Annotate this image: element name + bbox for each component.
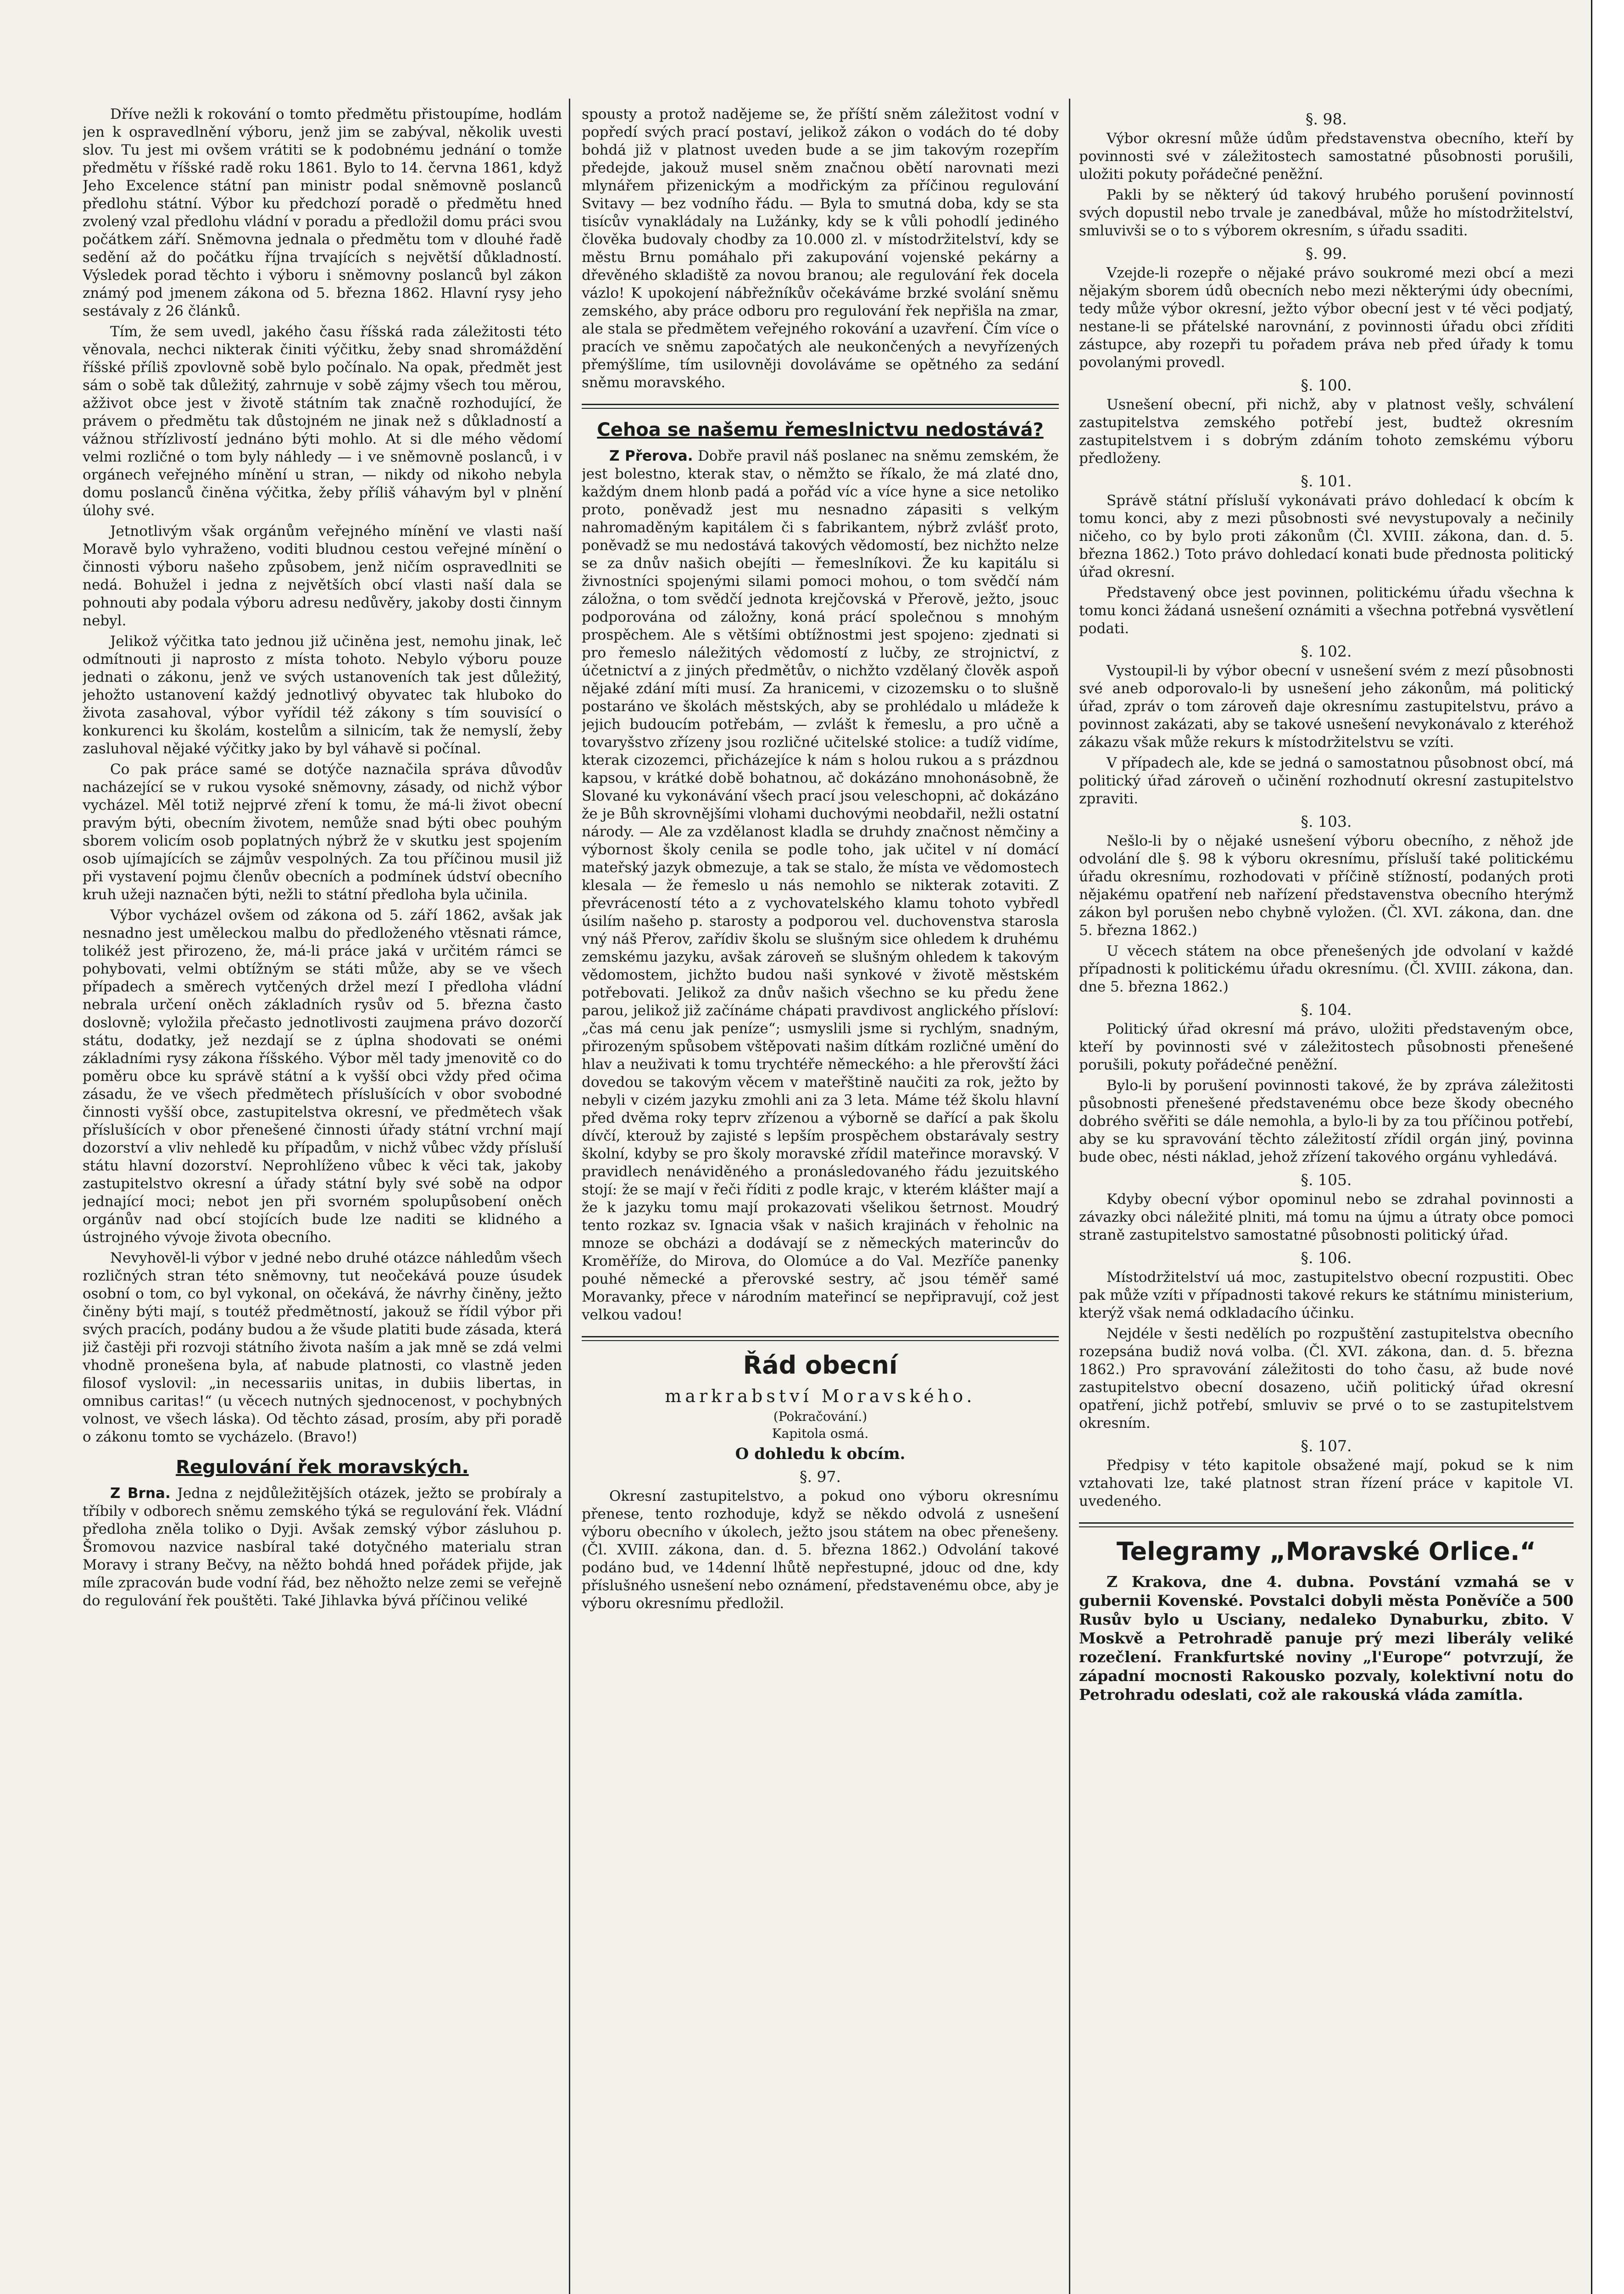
section-number: §. 105. [1301,1171,1352,1189]
section-number: §. 98. [1306,110,1347,128]
paragraph: Předpisy v této kapitole obsažené mají, pokud se k nim vztahovati lze, také platnost stran řízení práce v kapitole VI. uvedeného. [1079,1457,1574,1509]
paragraph: U věcech státem na obce přenešených jde odvolaní v každé případnosti k politickému úřadu okresnímu. (Čl. XVIII. zákona, dan. dne 5. března 1862.) [1079,943,1574,995]
section-number: §. 107. [1301,1437,1352,1455]
article-heading-rad: Řád obecní [743,1351,898,1380]
section-divider [582,404,1059,409]
paragraph: spousty a protož nadějeme se, že příští sněm záležitost vodní v popředí svých prací postaví, jelikož zákon o vodách do té doby bohdá již v platnost uveden bude a se jim takovým rozepřím předejde, jakouž musel sněm značnou obětí narovnati mezi mlynářem přizenickým a modřickým za příčinou regulování Svitavy — bez vodního řádu. — Byla to smutná doba, kdy se sta tisícův vynakládaly na Lužánky, kdy se k vůli pohodlí jediného člověka budovaly chodby za 10.000 zl. v místodržitelství, kdy se městu Brnu pomáhalo při zakupování vojenské pekárny a dřevěného skladiště za novou branou; ale regulování řek docela vázlo! K upokojení nábřežníkův očekáváme brzké svolání sněmu zemského, aby práce odboru pro regulování řek nepřišla na zmar, ale stala se předmětem veřejného rokování a uzavření. Čím více o pracích ve sněmu započatých ale neukončených a nevyřízených přemýšlíme, tím usilovněji dovoláváme se opětného za sedání sněmu moravského. [582,106,1059,391]
paragraph: Usnešení obecní, při nichž, aby v platnost vešly, schválení zastupitelstva zemského potřebí jest, budtež okresním zastupitelstvem i s dobrým zdáním tohoto zemskému výboru předloženy. [1079,396,1574,467]
column-1 [83,106,562,2294]
paragraph: Jetnotlivým však orgánům veřejného mínění ve vlasti naší Moravě bylo vyhraženo, voditi bludnou cestou veřejné mínění o činnosti výboru našeho způsobem, jenž ničím ospravedlniti se nedá. Bohužel i jedna z největších obcí vlasti naší dala se pohnouti aby podala výboru adresu nedůvěry, jakoby dosti činnym nebyl. [83,523,562,629]
paragraph: Vzejde-li rozepře o nějaké právo soukromé mezi obcí a mezi nějakým sborem údů obecních nebo mezi některými údy obecními, tedy může výbor okresní, ježto výbor obecní jest v té věci podjatý, nestane-li se přátelské narovnání, z povinnosti úřadu obci zříditi zástupce, aby rozepři tu pořadem práva neb před úřady k tomu povolanými provedl. [1079,265,1574,371]
paragraph: Kdyby obecní výbor opominul nebo se zdrahal povinnosti a závazky obci náležité plniti, má tomu na újmu a útraty obce pomoci straně zastupitelstvo samostatné působnosti politický úřad. [1079,1191,1574,1243]
section-number: §. 102. [1301,642,1352,660]
section-number: §. 97. [800,1468,841,1486]
section-number: §. 101. [1301,472,1352,490]
paragraph: Nevyhověl-li výbor v jedné nebo druhé otázce náhledům všech rozličných stran této sněmovny, tut neočekává pouze úsudek osobní o tom, co byl vykonal, on očekává, že návrhy činěny, ježto činěny býti mají, s toutéž předmětností, jakouž se řídil výbor při svých pracích, podány budou a že všude platiti bude zásada, která již častěji při rozvoji státního života naším a jak mně se zdá velmi vhodně pronešena byla, ať nabude platnosti, co vlastně jeden filosof vyslovil: „in necessariis unitas, in dubiis libertas, in omnibus caritas!“ (u věcech nutných sjednocenost, v pochybných volnost, ve všech láska). Od těchto zásad, prosím, aby při poradě o zákonu tomto se vycházelo. (Bravo!) [83,1250,562,1445]
paragraph: Okresní zastupitelstvo, a pokud ono výboru okresnímu přenese, tento rozhoduje, když se někdo odvolá z usnešení výboru obecního v úkolech, ježto jsou státem na obec přenešeny. (Čl. XVIII. zákona, dan. d. 5. března 1862.) Odvolání takové podáno bud, ve 14denní lhůtě nepřestupné, jdouc od dne, kdy příslušného usnešení nebo oznámení, představenému obce, aby je výboru okresnímu předložil. [582,1488,1059,1612]
paragraph: Politický úřad okresní má právo, uložiti představeným obce, kteří by povinnosti své v záležitostech působnosti přenešené porušili, pokuty pořádečné peněžní. [1079,1021,1574,1073]
column-3 [1079,106,1574,2294]
section-divider [582,1336,1059,1341]
column-2 [582,106,1059,2294]
paragraph: Výbor okresní může údům představenstva obecního, kteří by povinnosti své v záležitostech samostatné působnosti porušili, uložiti pokuty pořádečné peněžní. [1079,130,1574,183]
paragraph: Bylo-li by porušení povinnosti takové, že by zpráva záležitosti působnosti přenešené představenému obce beze škody obecného dobrého svěřiti se dále nemohla, a bylo-li by za tou příčinou potřebí, aby se ku spravování těchto záležitostí zřídil orgán jiný, povinna bude obec, nésti náklad, jehož zřízení takového orgánu vyhledává. [1079,1077,1574,1165]
section-number: §. 103. [1301,813,1352,830]
subtitle: markrabství Moravského. [665,1386,976,1406]
paragraph: Výbor vycházel ovšem od zákona od 5. září 1862, avšak jak nesnadno jest uměleckou malbu do předloženého vtěsnati rámce, tolikéž jest přirozeno, že, má-li práce jaká v určitém rámci se pohybovati, velmi obtížným se státi může, aby se ve všech případech a směrech vytčených držel mezí I předloha vládní nebrala určení oněch základních rysův od 5. března často doslovně; vyložila přečasto jednotlivosti zaujmena právo dozorčí státu, dodatky, jež nezdají se z úplna shodovati se onémi základními rysy zákona říšského. Výbor měl tady jmenovitě co do poměru obce ku správě státní a k vyšší obci vždy před očima zásadu, že ve všech předmětech příslušících v obor svobodné činnosti vyšší obce, zastupitelstva okresní, ve předmětech však příslušících v obor přenešené činnosti úřady státní vrchní mají dozorství a vliv nehledě ku případům, v nichž vůbec vždy přísluší státu hlavní dozorství. Neprohlíženo vůbec k věci tak, jakoby zastupitelstvo okresní a úřady státní byly své sobě na odpor jednající moci; nebot jen při svorném spolupůsobení oněch orgánův nad obcí stojících bude lze naditi se klidného a ústrojného vývoje života obecního. [83,907,562,1246]
telegram-text: Z Krakova, dne 4. dubna. Povstání vzmahá se v gubernii Kovenské. Povstalci dobyli města Poněvíče a 500 Rusův bylo u Usciany, nedaleko Dynaburku, zbito. V Moskvě a Petrohradě panuje prý mezi liberály veliké rozečlení. Frankfurtské noviny „l'Europe“ potvrzují, že západní mocnosti Rakousko pozvaly, kolektivní notu do Petrohradu odeslati, což ale rakouská vláda zamítla. [1079,1573,1574,1704]
paragraph: Nejdéle v šesti nedělích po rozpuštění zastupitelstva obecního rozepsána budiž nová volba. (Čl. XVI. zákona, dan. d. 5. března 1862.) Pro spravování záležitosti do toho času, až bude nové zastupitelstvo obecní dosazeno, učiň politický úřad okresní opatření, jichž potřebí, smluviv se prvé o to se zastupitelstvem okresním. [1079,1325,1574,1431]
article-heading-regulace: Regulování řek moravských. [176,1457,469,1478]
article-heading-remeslo: Cehoa se našemu řemeslnictvu nedostává? [597,419,1044,440]
paragraph: Dříve nežli k rokování o tomto předmětu přistoupíme, hodlám jen k ospravedlnění výboru, jenž jim se zabýval, několik uvesti slov. Tu jest mi ovšem vrátiti se k podobnému jednání o tomže předmětu v říšské radě roku 1861. Bylo to 14. června 1861, když Jeho Excelence státní pan ministr podal sněmovně poslanců předlohu státní. Výbor ku předchozí poradě o předmětu hned zvolený vzal předlohu vládní v poradu a předložil domu práci svou počátkem září. Sněmovna jednala o předmětu tom v dlouhé řadě sedění až do počátku října trvajících s největší důkladností. Výsledek porad těchto i výboru i sněmovny poslanců byl zákon známý pod jmenem zákona od 5. března 1862. Hlavní rysy jeho sestávaly z 26 článků. [83,106,562,319]
article-text: Dobře pravil náš poslanec na sněmu zemském, že jest bolestno, kterak stav, o němžto se říkalo, že má zlaté dno, každým dnem hlonb padá a pořád víc a více hyne a sice netoliko proto, poněvadž jest mu nesnadno zápasiti s velkým nahromaděným kapitálem či s fabrikantem, nýbrž zvlášť proto, poněvadž se mu nedostává takových vědomostí, bez nichžto nelze se za dnův našich obejíti — řemeslníkovi. Že ku kapitálu si živnostníci spojenými silami pomoci mohou, o tom svědčí nám záložna, o tom svědčí jednota krejčovská v Přerově, ježto, jsouc podporována od záložny, koná prácí společnou s mnohým prospěchem. Ale s většími obtížnostmi jest spojeno: zjednati si pro řemeslo náležitých vědomostí z lučby, ze strojnictví, z účetnictví a z jiných předmětův, o nichžto vzdělaný člověk aspoň nějaké zdání míti musí. Za hranicemi, v cizozemsku o to slušně postaráno ve školách městských, aby se prohlédalo u mládeže k jejich budoucím potřebám, — zvlášt k řemeslu, a pro učně a tovaryšstvo zřízeny jsou rozličné učitelské stolice: a tudíž vidíme, kterak cizozemci, přicházejíce k nám s holou rukou a s prázdnou kapsou, v krátké době bohatnou, ač dokázáno mnohonásobně, že Slované ku vykonávání všech prací jsou veleschopni, ač dokázáno že je Bůh skrovnějšími vlohami duchovými neobdařil, nežli ostatní národy. — Ale za vzdělanost kladla se druhdy značnost němčiny a výbornost školy cenila se podle toho, jak učitel v ní domácí mateřský jazyk obmezuje, a tak se stalo, že místa ve vědomostech klesala — že řemeslo u nás nemohlo se nikterak zotaviti. Z převráceností této a z vychovatelského klamu tohoto vybředl úsilím našeho p. starosty a podporou vel. duchovenstva starosla vný náš Přerov, zařídiv školu se slušným sice ohledem k druhému zemskému jazyku, avšak zároveň se slušným ohledem k takovým vědomostem, jichžto budou naši synkové v životě městském potřebovati. Jelikož za dnův našich všechno se ku předu žene parou, jelikož již začínáme chápati pravdivost anglického přísloví: „čas má cenu jak peníze“; usmyslili jsme si rychlým, snadným, přirozeným spůsobem vštěpovati našim dítkám rozličné umění do hlav a neuživati k tomu trychtéře německého: a hle přerovští žáci dovedou se takovým věcem v mateřštině naučiti za rok, ježto by nebyli v cizém jazyku zmohli ani za 3 leta. Máme též školu hlavní před dvěma roky teprv zřízenou a výborně se dařící a pak školu dívčí, kterouž by zajisté s lepším prospěchem obstarávaly sestry školní, kdyby se pro školy moravské zřídil mateřince moravský. V pravidlech nenáviděného a pronásledovaného řádu jezuitského stojí: že se mají v řeči říditi z podle krajc, v kterém klášter mají a že k jazyku tomu mají prokazovati všelikou šetrnost. Moudrý tento rozkaz sv. Ignacia však v našich krajinách v řeholnic na mnoze se obcházi a dodávají se z německých materincův do Kroměříže, do Mirova, do Olomúce a do Val. Mezříče panenky pouhé německé a přerovské sestry, ač jsou téměř samé Moravanky, přece v národním mateřincí se nepřipravují, což jest velkou vadou! [582,448,1059,1323]
article-heading-telegramy: Telegramy „Moravské Orlice.“ [1116,1537,1536,1566]
paragraph: Nešlo-li by o nějaké usnešení výboru obecního, z něhož jde odvolání dle §. 98 k výboru okresnímu, přísluší také politickému úřadu okresnímu, rozhodovati v příčině stížností, podaných proti nějakému opatření neb nařízení představenstva obecního hterýmž zákon byl porušen nebo chybně vyložen. (Čl. XVI. zákona, dan. dne 5. března 1862.) [1079,833,1574,939]
article-text: Jedna z nejdůležitějších otázek, ježto se probíraly a tříbily v odborech sněmu zemského týká se regulování řek. Vládní předloha zněla toliko o Dyji. Avšak zemský výbor zásluhou p. Šromovou nazvice nasbíral také dotyčného materialu stran Moravy i strany Bečvy, na něžto bohdá hned pořádek přijde, jak míle zpracován bude vodní řád, bez něhožto nelze zemi se veřejně do regulování řek pouštěti. Také Jihlavka bývá příčinou veliké [83,1485,562,1609]
paragraph: Správě státní přísluší vykonávati právo dohledací k obcím k tomu konci, aby z mezi působnosti své nevystupovaly a nečinily ničeho, co by bylo proti zákonům (Čl. XVIII. zákona, dan. d. 5. března 1862.) Toto právo dohledací konati bude přednosta politický úřad okresní. [1079,492,1574,580]
paragraph: Pakli by se některý úd takový hrubého porušení povinností svých dopustil nebo trvale je zanedbával, může ho místodržitelství, smluvivši se o to s výborem okresním, s úřadu ssaditi. [1079,187,1574,239]
paragraph: Místodržitelství uá moc, zastupitelstvo obecní rozpustiti. Obec pak může vzíti v případnosti takové rekurs ke státnímu ministerium, kterýž však nemá odkladacího účinku. [1079,1269,1574,1321]
section-number: §. 104. [1301,1001,1352,1019]
paragraph: Vystoupil-li by výbor obecní v usnešení svém z mezí působnosti své aneb odporovalo-li by usnešení jeho zákonům, má politický úřad, zpráv o tom zároveň daje okresnímu zastupitelstvu, právo a povinnost zakázati, aby se takové usnešení nevykonávalo z kteréhož zákazu však může rekurs k místodržitelstvu se vzíti. [1079,663,1574,751]
paragraph: Jelikož výčitka tato jednou již učiněna jest, nemohu jinak, leč odmítnouti ji naprosto z místa tohoto. Nebylo výboru pouze jednati o zákonu, jenž ve svých ustanoveních tak jest důležitý, jehožto ustanovení každý jednotlivý obyvatec tak hluboko do života zasahoval, výbor vyřídil též zákony s tím souvisící o konkurenci ku školám, kostelům a silnicím, tak že nemyslí, žeby zasluhoval nějaké výčitky jako by byl váhavě si počínal. [83,633,562,757]
paragraph: Tím, že sem uvedl, jakého času říšská rada záležitosti této věnovala, nechci nikterak činiti výčitku, žeby snad shromáždění říšské příliš zpovlovně sobě bylo počínalo. Na opak, předmět jest sám o sobě tak důležitý, zahrnuje v sobě zájmy všech tou měrou, ažživot obce jest v životě státním tak značně rozhodující, že právem o předmětu tak důstojném ne jinak než s důkladností a vážnou střízlivostí jednáno býti mohlo. At si dle mého vědomí velmi rozličné o tom byly náhledy — i ve sněmovně poslanců, i v orgánech veřejného mínění u stran, — nikdy od nikoho nebyla domu poslanců činěna výčitka, žeby příliš váhavým byl v plnění úlohy své. [83,323,562,519]
paragraph-brno [83,1485,562,1610]
page-edge-line [1591,0,1592,2294]
continuation-note: (Pokračování.) [773,1409,868,1424]
section-number: §. 106. [1301,1249,1352,1267]
section-number: §. 100. [1301,376,1352,394]
column-rule-2 [1069,99,1070,2294]
column-rule-1 [569,99,570,2294]
dateline: Z Přerova. [609,448,693,464]
paragraph: V případech ale, kde se jedná o samostatnou působnost obcí, má politický úřad zároveň o učinění rozhodnutí okresní zastupitelstvo zpraviti. [1079,755,1574,807]
paragraph: Co pak práce samé se dotýče naznačila správa důvodův nacházející se v rukou vysoké sněmovny, zásady, od nichž výbor vycházel. Měl totiž nejprvé zření k tomu, že má-li život obecní pravým býti, obecním životem, nemůže snad býti obec pouhým sborem volicím osob poplatných nýbrž že v skutku jest spojením osob ujímajících se zájmův vespolných. Za tou příčinou musil již při vystavení pojmu členův obecních a podmínek údství obecního kruh užeji naznačen býti, nežli to státní předloha byla učinila. [83,761,562,903]
section-number: §. 99. [1306,245,1347,262]
dateline: Z Brna. [110,1485,171,1502]
chapter-label: Kapitola osmá. [772,1426,869,1441]
paragraph-prerov [582,447,1059,1324]
section-divider [1079,1522,1574,1527]
paragraph: Představený obce jest povinnen, politickému úřadu všechna k tomu konci žádaná usnešení oznámiti a všechna potřebná vysvětlení podati. [1079,585,1574,637]
chapter-title: O dohledu k obcím. [735,1445,906,1463]
page-margin [1592,0,1624,2294]
